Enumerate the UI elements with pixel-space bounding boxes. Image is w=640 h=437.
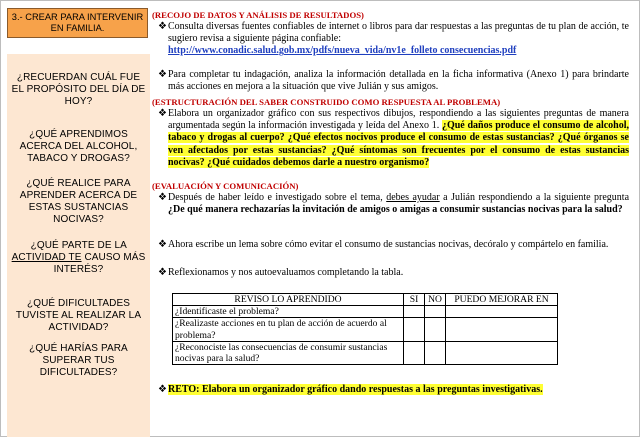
check-arrow-bullet-icon: ❖	[158, 21, 167, 32]
recojo-heading: (RECOJO DE DATOS Y ANÁLISIS DE RESULTADOS)	[152, 10, 364, 20]
question-4	[10, 240, 147, 276]
row-question: ¿Realizaste acciones en tu plan de acción de acuerdo al problema?	[173, 318, 404, 341]
reto-text: RETO: Elabora un organizador gráfico dando respuestas a las preguntas investigativas.	[168, 384, 543, 395]
organizer-text: Elabora un organizador gráfico con sus respectivos dibujos, respondiendo a las siguientes preguntas de manera argumentada según la información investigada y leída del Anexo 1.	[168, 108, 629, 132]
question-5: ¿QUÉ DIFICULTADES TUVISTE AL REALIZAR LA ACTIVIDAD?	[15, 298, 142, 333]
consult-text: Consulta diversas fuentes confiables de internet o libros para dar respuestas a las preguntas de tu plan de acción, te sugiero revisa a siguiente página confiable:	[168, 21, 629, 45]
col-header-mejorar: PUEDO MEJORAR EN	[446, 294, 558, 306]
si-cell[interactable]	[404, 318, 425, 341]
question-1: ¿RECUERDAN CUÁL FUE EL PROPÓSITO DEL DÍA DE HOY?	[11, 72, 146, 107]
improve-cell[interactable]	[446, 318, 558, 341]
check-arrow-bullet-icon: ❖	[158, 384, 167, 395]
question-4-part1: ¿QUÉ PARTE DE LA	[30, 240, 127, 251]
table-row	[173, 318, 558, 341]
question-4-part2: CAUSO MÁS INTERÉS?	[53, 252, 146, 275]
check-arrow-bullet-icon: ❖	[158, 69, 167, 80]
estructuracion-heading: (ESTRUCTURACIÓN DEL SABER CONSTRUIDO COMO RESPUESTA AL PROBLEMA)	[152, 97, 501, 107]
check-arrow-bullet-icon: ❖	[158, 239, 167, 250]
col-header-no: NO	[425, 294, 446, 306]
improve-cell[interactable]	[446, 341, 558, 364]
row-question: ¿Identificaste el problema?	[173, 306, 404, 318]
bullet-consult	[158, 21, 629, 58]
no-cell[interactable]	[425, 318, 446, 341]
self-assessment-table	[172, 293, 558, 365]
slogan-text: Ahora escribe un lema sobre cómo evitar el consumo de sustancias nocivas, decóralo y compártelo en familia.	[168, 239, 609, 250]
help-julian-question: ¿De qué manera rechazarías la invitación de amigos o amigas a consumir sustancias nocivas para la salud?	[168, 204, 623, 216]
reflect-text: Reflexionamos y nos autoevaluamos completando la tabla.	[168, 267, 404, 278]
help-julian-underlined: debes ayudar	[386, 192, 440, 203]
check-arrow-bullet-icon: ❖	[158, 108, 167, 119]
bullet-reflect	[158, 267, 629, 279]
evaluacion-heading: (EVALUACIÓN Y COMUNICACIÓN)	[152, 181, 299, 191]
bullet-help-julian	[158, 192, 629, 216]
help-julian-part2: a Julián respondiendo a la siguiente pregunta	[443, 192, 630, 203]
table-header-row	[173, 294, 558, 306]
col-header-reviso: REVISO LO APRENDIDO	[173, 294, 404, 306]
check-arrow-bullet-icon: ❖	[158, 267, 167, 278]
table-row	[173, 306, 558, 318]
bullet-organizer	[158, 108, 629, 169]
no-cell[interactable]	[425, 341, 446, 364]
question-6: ¿QUÉ HARÍAS PARA SUPERAR TUS DIFICULTADES?	[29, 343, 128, 378]
row-question: ¿Reconociste las consecuencias de consumir sustancias nocivas para la salud?	[173, 341, 404, 364]
reflection-questions	[7, 54, 150, 437]
bullet-reto	[158, 384, 629, 396]
si-cell[interactable]	[404, 306, 425, 318]
question-4-underlined: ACTIVIDAD TE	[11, 252, 82, 263]
no-cell[interactable]	[425, 306, 446, 318]
conadic-link[interactable]: http://www.conadic.salud.gob.mx/pdfs/nueva_vida/nv1e_folleto consecuencias.pdf	[168, 45, 517, 57]
help-julian-part1: Después de haber leído e investigado sobre el tema,	[168, 192, 383, 203]
check-arrow-bullet-icon: ❖	[158, 192, 167, 203]
section-title: 3.- CREAR PARA INTERVENIR EN FAMILIA.	[7, 8, 148, 38]
bullet-slogan	[158, 239, 629, 251]
question-3: ¿QUÉ REALICE PARA APRENDER ACERCA DE ESTAS SUSTANCIAS NOCIVAS?	[19, 178, 138, 225]
bullet-investigation	[158, 69, 629, 93]
organizer-questions: ¿Qué daños produce el consumo de alcohol, tabaco y drogas al cuerpo? ¿Qué efectos nocivos produce el consumo de estas sustancias? ¿Qué órganos se ven afectados por estas sustancias? ¿Qué síntomas son frecuentes por el consumo de estas sustancias nocivas? ¿Qué cuidados debemos darle a nuestro organismo?	[168, 120, 630, 168]
table-row	[173, 341, 558, 364]
col-header-si: SI	[404, 294, 425, 306]
question-2: ¿QUÉ APRENDIMOS ACERCA DEL ALCOHOL, TABACO Y DROGAS?	[19, 129, 138, 164]
improve-cell[interactable]	[446, 306, 558, 318]
si-cell[interactable]	[404, 341, 425, 364]
investigation-text: Para completar tu indagación, analiza la información detallada en la ficha informativa (Anexo 1) para brindarte más acciones en mejora a la situación que vive Julián y sus amigos.	[168, 69, 629, 93]
left-panel	[7, 8, 150, 434]
